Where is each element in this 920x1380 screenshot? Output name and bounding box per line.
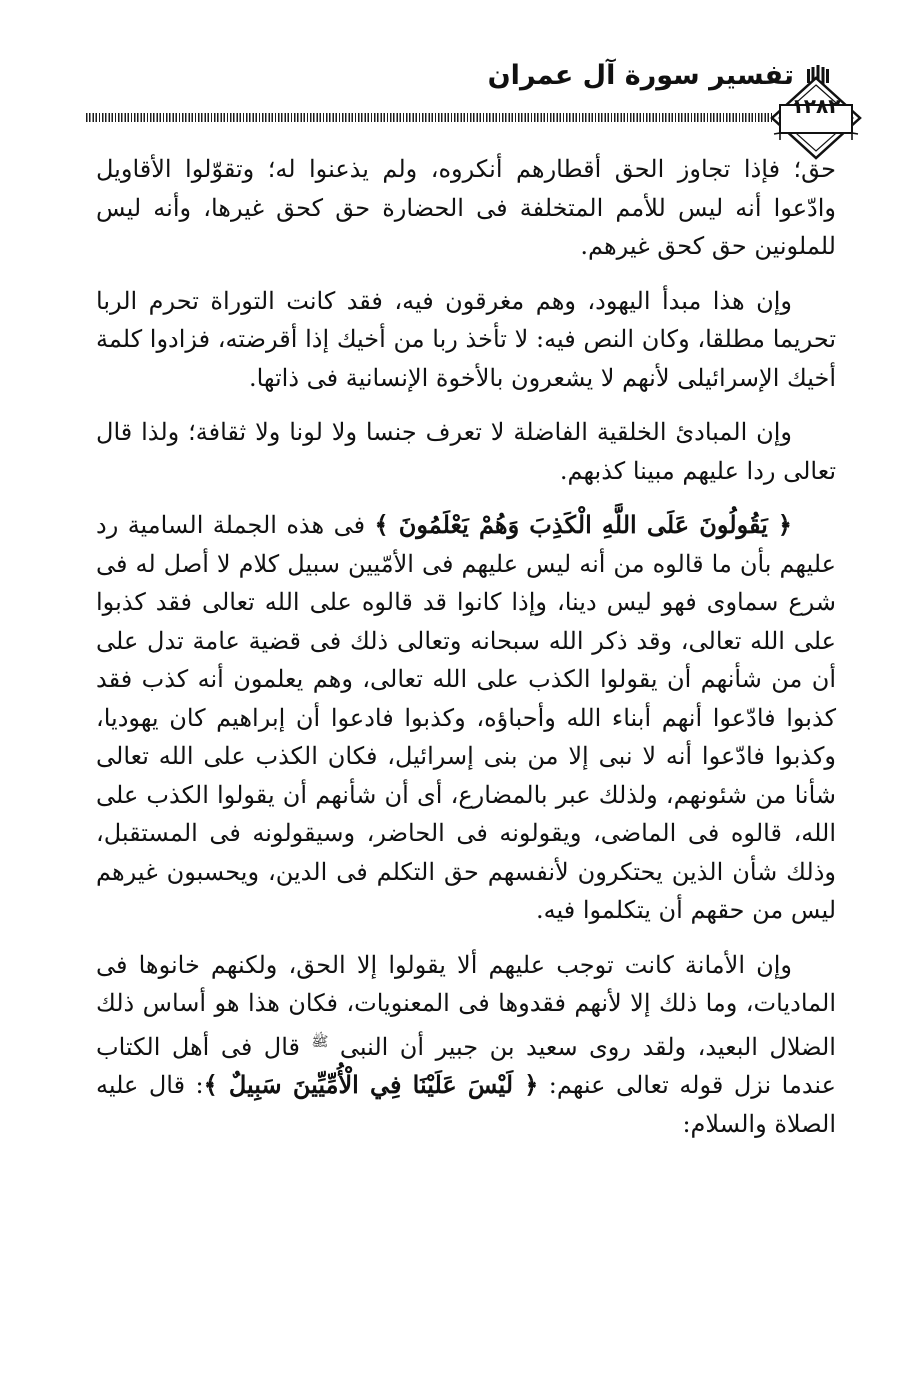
quran-verse: ﴿ لَيْسَ عَلَيْنَا فِي الْأُمِّيِّينَ سَبِيلٌ ﴾ bbox=[203, 1070, 539, 1099]
running-title: تفسير سورة آل عمران bbox=[487, 60, 794, 91]
paragraph bbox=[96, 150, 836, 266]
paragraph bbox=[96, 413, 836, 490]
paragraph-text: فى هذه الجملة السامية رد عليهم بأن ما قالوه من أنه ليس عليهم فى الأمّيين سبيل كلام لا أصل له فى شرع سماوى فهو ليس دينا، وإذا كانوا قد قالوه على الله تعالى فقد كذبوا على الله تعالى، وقد ذكر الله سبحانه وتعالى ذلك فى قضية عامة تدل على أن من شأنهم أن يقولوا الكذب على الله تعالى، وهم يعلمون أنه كذب فقد كذبوا فادّعوا أنهم أبناء الله وأحباؤه، وكذبوا فادعوا أن إبراهيم كان يهوديا، وكذبوا فادّعوا أنه لا نبى إلا من بنى إسرائيل، فكان الكذب على الله تعالى شأنا من شئونهم، ولذلك عبر بالمضارع، أى أن شأنهم أن يقولوا الكذب على الله، قالوه فى الماضى، ويقولونه فى الحاضر، وسيقولونه فى المستقبل، وذلك شأن الذين يحتكرون لأنفسهم حق التكلم فى الدين، ويحسبون غيرهم ليس من حقهم أن يتكلموا فيه. bbox=[96, 511, 836, 924]
page-number: ١٢٨٢ bbox=[791, 94, 841, 118]
paragraph bbox=[96, 946, 836, 1144]
paragraph-text: وإن الأمانة كانت توجب عليهم ألا يقولوا إلا الحق، ولكنهم خانوها فى الماديات، وما ذلك إلا لأنهم فقدوها فى المعنويات، فكان هذا هو أساس ذلك الضلال البعيد، ولقد روى سعيد بن جبير أن النبى bbox=[96, 950, 836, 1061]
page-number-badge bbox=[770, 76, 862, 160]
paragraph-text: وإن هذا مبدأ اليهود، وهم مغرقون فيه، فقد كانت التوراة تحرم الربا تحريما مطلقا، وكان النص فيه: لا تأخذ ربا من أخيك إذا أقرضته، فزادوا كلمة أخيك الإسرائيلى لأنهم لا يشعرون بالأخوة الإنسانية فى ذاتها. bbox=[96, 286, 836, 392]
paragraph-text: : قال عليه الصلاة والسلام: bbox=[96, 1071, 836, 1138]
body-text bbox=[96, 150, 836, 1159]
paragraph bbox=[96, 282, 836, 398]
paragraph-text: حق؛ فإذا تجاوز الحق أقطارهم أنكروه، ولم يذعنوا له؛ وتقوّلوا الأقاويل وادّعوا أنه ليس للأمم المتخلفة فى الحضارة حق كحق غيرها، وأنه ليس للملونين حق كحق غيرهم. bbox=[96, 155, 836, 260]
honorific-glyph: ﷺ bbox=[311, 1033, 329, 1050]
header-rule bbox=[86, 113, 772, 122]
paragraph-text: قال فى أهل الكتاب عندما نزل قوله تعالى عنهم: bbox=[96, 1032, 836, 1099]
quran-verse: ﴿ يَقُولُونَ عَلَى اللَّهِ الْكَذِبَ وَهُمْ يَعْلَمُونَ ﴾ bbox=[374, 510, 792, 539]
paragraph-text: وإن المبادئ الخلقية الفاضلة لا تعرف جنسا ولا لونا ولا ثقافة؛ ولذا قال تعالى ردا عليهم مبينا كذبهم. bbox=[96, 418, 836, 485]
paragraph bbox=[96, 506, 836, 930]
page-badge-frame-icon bbox=[770, 76, 862, 160]
